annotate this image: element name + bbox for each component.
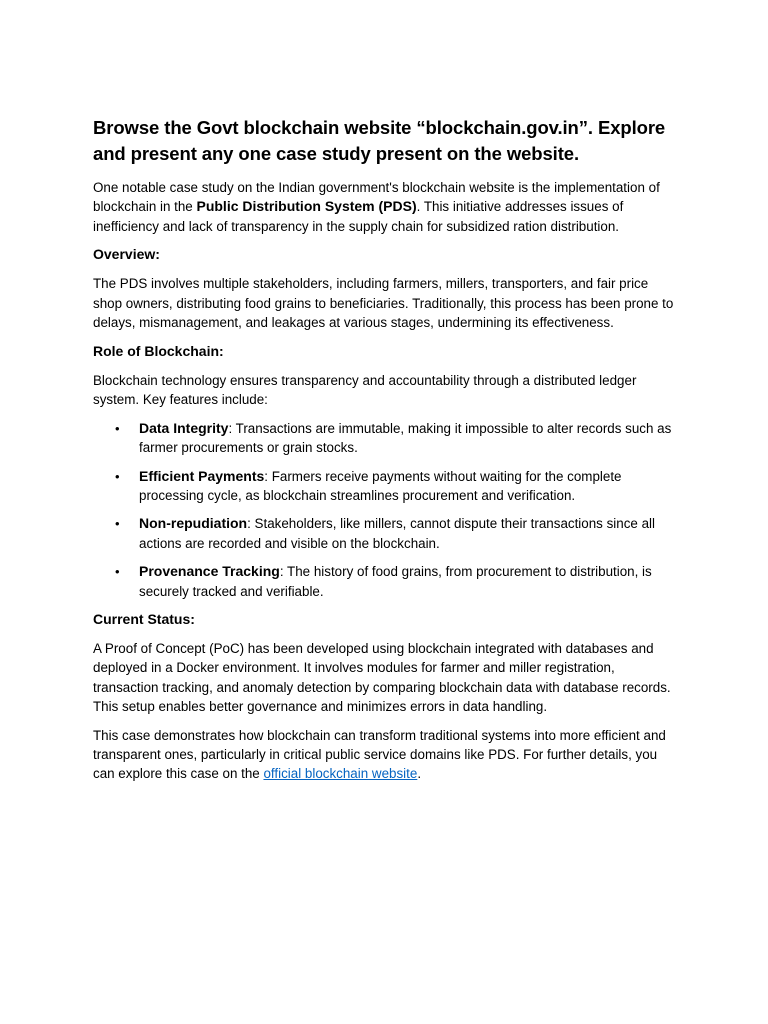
- intro-paragraph: [93, 178, 680, 236]
- conclusion-text-after: .: [417, 766, 422, 782]
- status-heading: Current Status:: [93, 611, 195, 627]
- intro-text-after: . This initiative addresses issues of inefficiency and lack of transparency in the supply chain for subsidized ration distribution.: [93, 199, 624, 234]
- official-website-link[interactable]: official blockchain website: [263, 766, 418, 782]
- document-title: Browse the Govt blockchain website “blockchain.gov.in”. Explore and present any one case study present on the website.: [93, 117, 666, 164]
- intro-text-before: One notable case study on the Indian government's blockchain website is the implementation of blockchain in the: [93, 180, 660, 215]
- list-item-data-integrity: [115, 419, 680, 458]
- feature-term: Efficient Payments: [139, 467, 265, 484]
- feature-term: Non-repudiation: [139, 515, 248, 532]
- feature-list: [93, 419, 680, 601]
- role-paragraph: Blockchain technology ensures transparency and accountability through a distributed ledger system. Key features include:: [93, 372, 637, 408]
- bullet-icon: •: [115, 468, 120, 484]
- overview-heading: Overview:: [93, 246, 160, 263]
- role-heading: Role of Blockchain:: [93, 342, 224, 359]
- bullet-icon: •: [115, 420, 120, 436]
- list-item-provenance-tracking: [115, 562, 680, 601]
- feature-term: Provenance Tracking: [139, 563, 280, 580]
- feature-description: : Farmers receive payments without waiting for the complete processing cycle, as blockchain streamlines procurement and verification.: [139, 468, 622, 503]
- feature-description: : Transactions are immutable, making it impossible to alter records such as farmer procurements or grain stocks.: [139, 420, 672, 456]
- overview-paragraph: The PDS involves multiple stakeholders, including farmers, millers, transporters, and fair price shop owners, distributing food grains to beneficiaries. Traditionally, this process has been prone to delays, mismanagement, and leakages at various stages, undermining its effectiveness.: [93, 276, 674, 330]
- status-paragraph: A Proof of Concept (PoC) has been developed using blockchain integrated with databases and deployed in a Docker environment. It involves modules for farmer and miller registration, transaction tracking, and anomaly detection by comparing blockchain data with database records. This setup enables better governance and minimizes errors in data handling.: [93, 641, 671, 714]
- feature-description: : Stakeholders, like millers, cannot dispute their transactions since all actions are recorded and visible on the blockchain.: [139, 516, 655, 551]
- bullet-icon: •: [115, 564, 120, 580]
- feature-term: Data Integrity: [139, 419, 229, 436]
- list-item-efficient-payments: [115, 467, 680, 506]
- conclusion-paragraph: [93, 726, 680, 784]
- intro-bold-term: Public Distribution System (PDS): [196, 198, 417, 215]
- feature-description: : The history of food grains, from procurement to distribution, is securely tracked and verifiable.: [139, 564, 652, 599]
- list-item-non-repudiation: [115, 514, 680, 553]
- conclusion-text-before: This case demonstrates how blockchain can transform traditional systems into more efficient and transparent ones, particularly in critical public service domains like PDS. For further details, you can explore this case on the: [93, 727, 666, 782]
- bullet-icon: •: [115, 516, 120, 532]
